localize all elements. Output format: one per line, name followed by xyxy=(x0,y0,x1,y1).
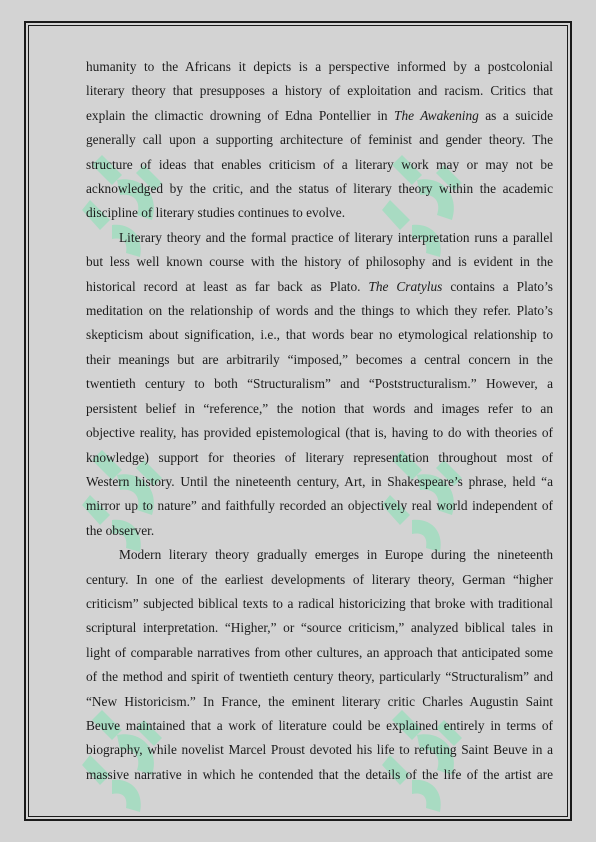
text-line: Modern literary theory gradually emerges in Europe during the nineteenth xyxy=(119,547,553,563)
text-line: light of comparable narratives from other cultures, an approach that anticipated some xyxy=(86,644,553,660)
paragraph xyxy=(86,543,553,787)
text-line: of the method and spirit of twentieth century theory, particularly “Structuralism” and xyxy=(86,669,553,685)
text-line: their meanings but are arbitrarily “imposed,” becomes a central concern in the xyxy=(86,351,553,367)
text-line: criticism” subjected biblical texts to a radical historicizing that broke with traditional xyxy=(86,595,553,611)
text-line: scriptural interpretation. “Higher,” or “source criticism,” analyzed biblical tales in xyxy=(86,620,553,636)
book-title: The Awakening xyxy=(394,107,479,123)
text-line: but less well known course with the history of philosophy and is evident in the xyxy=(86,254,553,270)
text-line: acknowledged by the critic, and the status of literary theory within the academic xyxy=(86,181,553,197)
text-line: the observer. xyxy=(86,522,155,538)
text-line: twentieth century to both “Structuralism” and “Poststructuralism.” However, a xyxy=(86,376,553,392)
text-line: massive narrative in which he contended that the details of the life of the artist are xyxy=(86,766,553,782)
text-line: skepticism about signification, i.e., that words bear no etymological relationship to xyxy=(86,327,553,343)
text-line: meditation on the relationship of words and the things to which they refer. Plato’s xyxy=(86,303,553,319)
text-line: biography, while novelist Marcel Proust devoted his life to refuting Saint Beuve in a xyxy=(86,742,553,758)
text-line: structure of ideas that enables criticism of a literary work may or may not be xyxy=(86,156,553,172)
text-line: objective reality, has provided epistemological (that is, having to do with theories of xyxy=(86,425,553,441)
text-line: knowledge) support for theories of literary representation throughout most of xyxy=(86,449,553,465)
text-line: discipline of literary studies continues to evolve. xyxy=(86,205,346,221)
paragraph xyxy=(86,55,553,226)
book-title: The Cratylus xyxy=(368,278,443,294)
text-line: Beuve maintained that a work of literature could be explained entirely in terms of xyxy=(86,717,553,733)
text-line: Western history. Until the nineteenth century, Art, in Shakespeare’s phrase, held “a xyxy=(86,473,553,489)
text-line: persistent belief in “reference,” the notion that words and images refer to an xyxy=(86,400,553,416)
paragraph xyxy=(86,226,553,543)
body-text xyxy=(86,55,553,787)
text-line: historical record at least as far back as Plato. The Cratylus contains a Plato’s xyxy=(86,278,553,294)
text-line: mirror up to nature” and faithfully recorded an objectively real world independent of xyxy=(86,498,553,514)
text-line: humanity to the Africans it depicts is a perspective informed by a postcolonial xyxy=(86,59,553,74)
text-line: “New Historicism.” In France, the eminent literary critic Charles Augustin Saint xyxy=(86,693,553,709)
text-line: Literary theory and the formal practice of literary interpretation runs a parallel xyxy=(119,229,553,245)
text-line: literary theory that presupposes a history of exploitation and racism. Critics that xyxy=(86,83,553,99)
text-line: generally call upon a supporting architecture of feminist and gender theory. The xyxy=(86,132,553,148)
text-line: explain the climactic drowning of Edna Pontellier in The Awakening as a suicide xyxy=(86,107,553,123)
text-line: century. In one of the earliest developments of literary theory, German “higher xyxy=(86,571,553,587)
